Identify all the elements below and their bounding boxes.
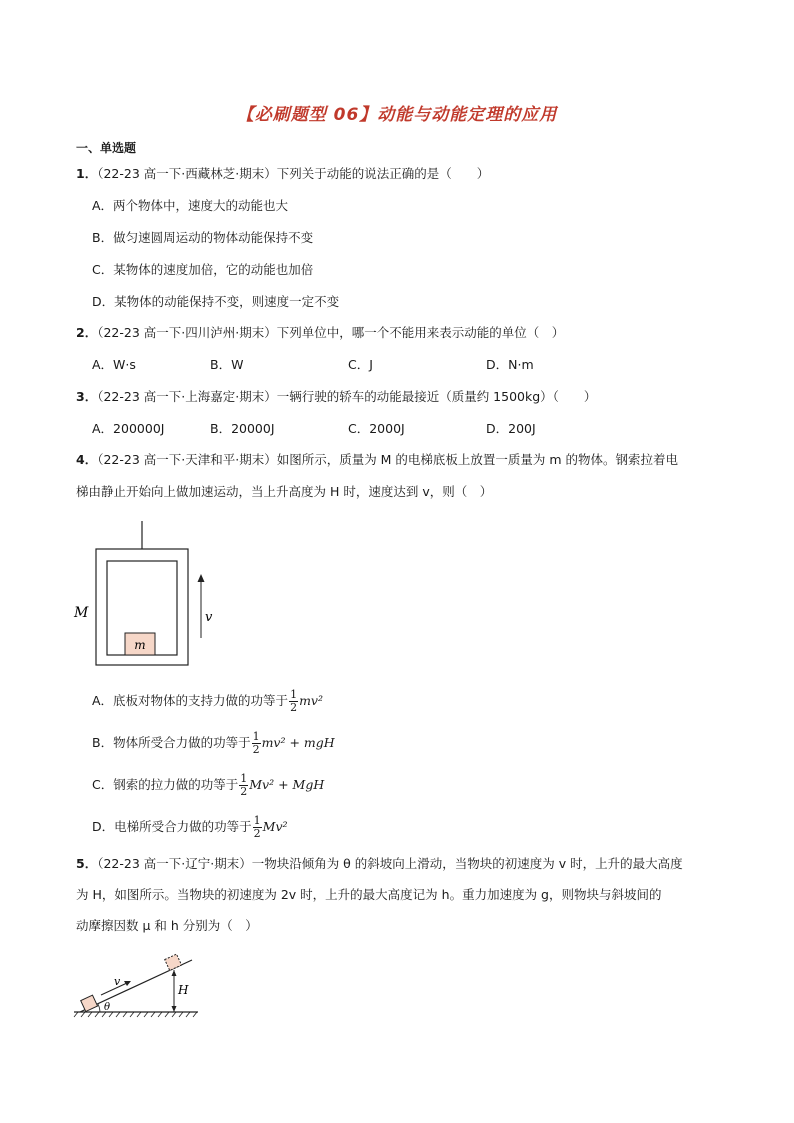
q4-option-b (92, 728, 335, 758)
height-arrowhead-bottom (172, 1006, 177, 1012)
question-text: （22-23 高一下·上海嘉定·期末）一辆行驶的轿车的动能最接近（质量约 1500kg）（ ） (97, 389, 597, 404)
option-text: B．物体所受合力做的功等于 (92, 735, 251, 750)
question-number: 2． (76, 325, 98, 340)
elevator-figure (70, 518, 220, 668)
fraction-numerator: 1 (252, 730, 260, 743)
question-4-stem-line2: 梯由静止开始向上做加速运动，当上升高度为 H 时，速度达到 v，则（ ） (76, 484, 493, 499)
incline-figure (70, 948, 205, 1020)
fraction-denominator: 2 (252, 743, 260, 756)
question-number: 5． (76, 856, 98, 871)
question-5-stem-line1 (76, 856, 683, 872)
height-arrowhead-top (172, 970, 177, 976)
option-text: D．电梯所受合力做的功等于 (92, 819, 252, 834)
q1-option-b: B．做匀速圆周运动的物体动能保持不变 (92, 230, 314, 245)
q3-option-a: A．200000J (92, 421, 165, 436)
q2-option-c: C．J (348, 357, 373, 372)
q4-option-c (92, 770, 324, 800)
formula-text: mv² (299, 693, 323, 708)
question-1-stem (76, 166, 489, 182)
label-H: H (178, 983, 189, 997)
question-text: （22-23 高一下·四川泸州·期末）下列单位中，哪一个不能用来表示动能的单位（ ） (97, 325, 565, 340)
ground-hatching (74, 1012, 197, 1017)
block-top (165, 954, 182, 970)
formula-text: Mv² (262, 819, 288, 834)
velocity-arrowhead (198, 574, 205, 582)
page-title: 【必刷题型 06】动能与动能定理的应用 (236, 105, 558, 125)
fraction-numerator: 1 (290, 688, 298, 701)
label-v: v (205, 610, 213, 625)
question-text: （22-23 高一下·辽宁·期末）一物块沿倾角为 θ 的斜坡向上滑动，当物块的初速度为 v 时，上升的最大高度 (97, 856, 683, 871)
label-v: v (114, 975, 121, 988)
fraction-denominator: 2 (290, 701, 298, 714)
fraction-denominator: 2 (240, 785, 248, 798)
fraction (289, 689, 298, 714)
question-5-stem-line2: 为 H，如图所示。当物块的初速度为 2v 时，上升的最大高度记为 h。重力加速度为 g，则物块与斜坡间的 (76, 887, 662, 902)
q1-option-a: A．两个物体中，速度大的动能也大 (92, 198, 289, 213)
angle-arc (98, 1004, 100, 1012)
question-4-stem-line1 (76, 452, 678, 468)
label-m: m (134, 638, 146, 652)
question-text: （22-23 高一下·西藏林芝·期末）下列关于动能的说法正确的是（ ） (97, 166, 490, 181)
fraction (252, 731, 261, 756)
label-theta: θ (104, 1002, 111, 1013)
block-bottom (81, 995, 98, 1011)
option-text: A．底板对物体的支持力做的功等于 (92, 693, 289, 708)
section-heading: 一、单选题 (76, 141, 137, 155)
option-text: C．钢索的拉力做的功等于 (92, 777, 239, 792)
fraction-denominator: 2 (253, 827, 261, 840)
fraction-numerator: 1 (240, 772, 248, 785)
q4-option-d (92, 812, 288, 842)
question-number: 4． (76, 452, 98, 467)
formula-text: Mv² + MgH (249, 777, 325, 792)
q2-option-b: B．W (210, 357, 244, 372)
q2-option-d: D．N·m (486, 357, 534, 372)
fraction-numerator: 1 (253, 814, 261, 827)
fraction (239, 773, 248, 798)
question-2-stem (76, 325, 564, 341)
q3-option-b: B．20000J (210, 421, 275, 436)
question-5-stem-line3: 动摩擦因数 μ 和 h 分别为（ ） (76, 918, 258, 933)
question-3-stem (76, 389, 596, 405)
q1-option-c: C．某物体的速度加倍，它的动能也加倍 (92, 262, 314, 277)
question-number: 3． (76, 389, 98, 404)
question-text: （22-23 高一下·天津和平·期末）如图所示，质量为 M 的电梯底板上放置一质量为 m 的物体。钢索拉着电 (97, 452, 679, 467)
formula-text: mv² + mgH (261, 735, 335, 750)
q4-option-a (92, 686, 323, 716)
q2-option-a: A．W·s (92, 357, 136, 372)
fraction (253, 815, 262, 840)
question-number: 1． (76, 166, 98, 181)
q3-option-c: C．2000J (348, 421, 405, 436)
q1-option-d: D．某物体的动能保持不变，则速度一定不变 (92, 294, 340, 309)
label-M: M (74, 605, 89, 621)
q3-option-d: D．200J (486, 421, 536, 436)
